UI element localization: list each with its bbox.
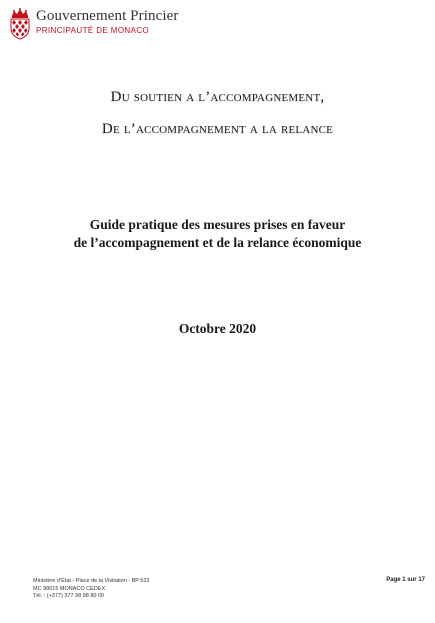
footer-address-line-1: Ministère d’État - Place de la Visitation - BP 522 <box>33 578 150 584</box>
government-logo <box>8 8 178 40</box>
document-title-line-2: De l’accompagnement a la relance <box>101 121 334 137</box>
footer-address-line-2: MC 98015 MONACO CEDEX <box>33 585 106 592</box>
principality-name: PRINCIPAUTÉ DE MONACO <box>36 26 150 35</box>
organization-name: Gouvernement Princier <box>36 8 179 24</box>
footer-address-line-3: Tél. : (+377) 377 98 98 80 00 <box>33 593 105 599</box>
document-subtitle-line-1: Guide pratique des mesures prises en faveur <box>89 217 346 232</box>
crown-crest-icon <box>8 8 32 40</box>
document-subtitle-line-2: de l’accompagnement et de la relance économique <box>73 235 362 250</box>
page-number: Page 1 sur 17 <box>386 577 425 583</box>
document-title-line-1: Du soutien a l’accompagnement, <box>110 89 325 105</box>
document-date: Octobre 2020 <box>178 321 257 336</box>
footer-address <box>33 578 150 601</box>
